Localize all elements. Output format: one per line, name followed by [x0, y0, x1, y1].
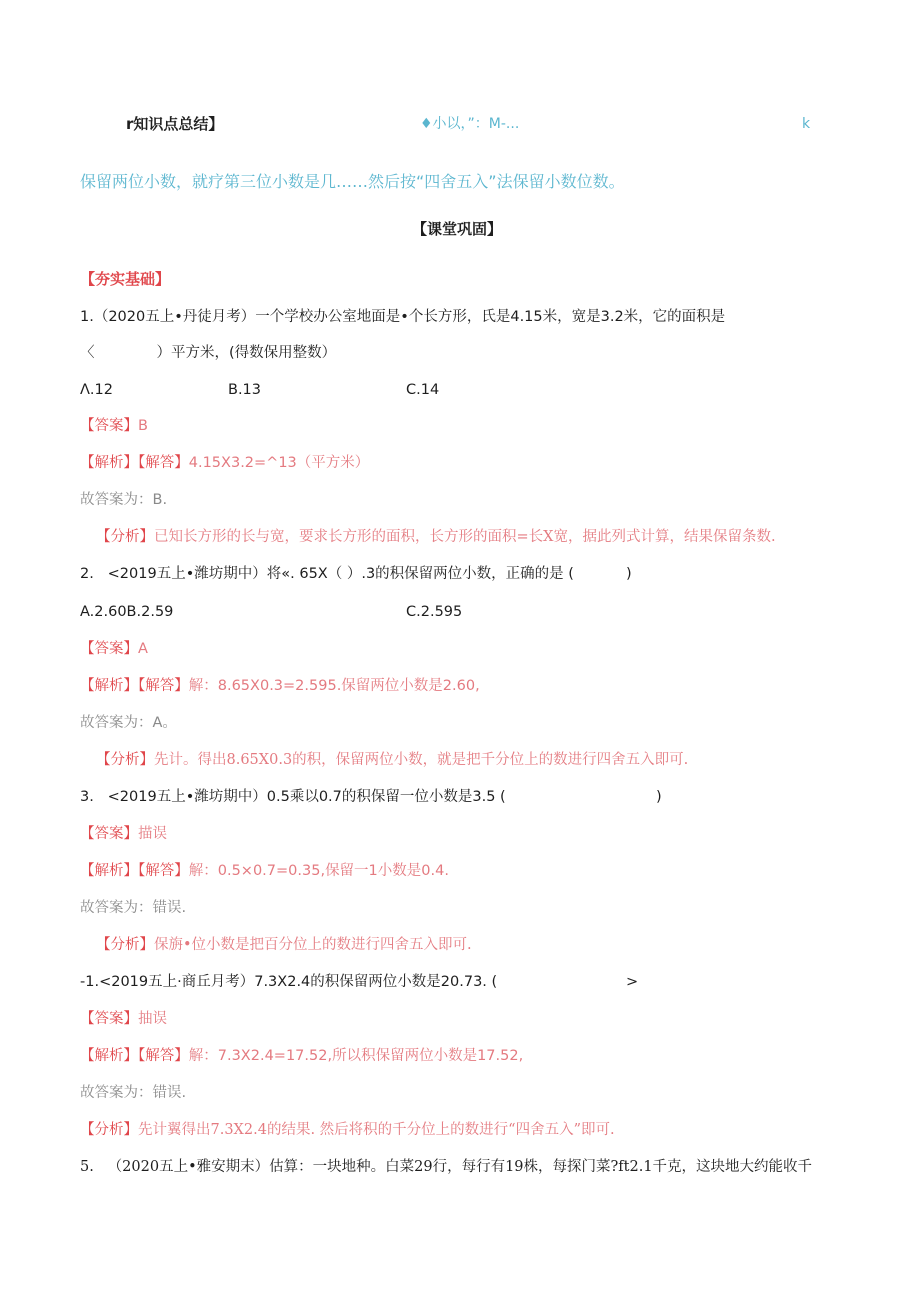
- question-4-analysis: 【分析】先计翼得出7.3X2.4的结果. 然后将积的千分位上的数进行“四舍五入”即可.: [80, 1122, 615, 1138]
- question-2-stem: 2. <2019五上•潍坊期中）将«. 65X（ ）.3的积保留两位小数，正确的是 (: [80, 566, 574, 582]
- open-paren: 〈: [80, 345, 95, 361]
- question-1-stem-continued: [80, 343, 336, 363]
- question-1-answer: 【答案】B: [80, 418, 148, 434]
- question-3-answer: 【答案】描误: [80, 826, 167, 842]
- subsection-title: 【夯实基础】: [80, 270, 171, 288]
- question-3-conclusion: 故答案为：错误.: [80, 900, 187, 916]
- question-4-stem: -1.<2019五上·商丘月考）7.3X2.4的积保留两位小数是20.73. (: [80, 974, 498, 990]
- question-3-close-paren: ): [656, 789, 662, 805]
- question-1-stem: 1.（2020五上•丹徒月考）一个学校办公室地面是•个长方形，氏是4.15米，宽是3.2米，它的面积是: [80, 309, 726, 325]
- question-2-answer: 【答案】A: [80, 641, 148, 657]
- question-1-unit: ）平方米，(得数保用整数）: [156, 345, 337, 361]
- question-4-conclusion: 故答案为：错误.: [80, 1085, 187, 1101]
- knowledge-tip: 保留两位小数，就疗第三位小数是几……然后按“四舍五入”法保留小数位数。: [80, 172, 625, 191]
- summary-title: r知识点总结】: [126, 115, 224, 133]
- question-2-options-ab: A.2.60B.2.59: [80, 604, 174, 620]
- question-4-answer: 【答案】抽误: [80, 1011, 167, 1027]
- question-1-option-a: Λ.12: [80, 382, 113, 398]
- question-2-analysis: 【分析】先计。得出8.65X0.3的积，保留两位小数，就是把千分位上的数进行四舍五入即可.: [96, 752, 689, 768]
- question-1-analysis: 【分析】已知长方形的长与宽，要求长方形的面积，长方形的面积=长X宽，据此列式计算，结果保留条数.: [96, 529, 776, 545]
- question-3-analysis: 【分析】保旃•位小数是把百分位上的数进行四舍五入即可.: [96, 937, 472, 953]
- garbled-note: ♦小以，”：M-...: [420, 116, 520, 132]
- question-1-option-b: B.13: [228, 382, 262, 398]
- section-title: 【课堂巩固】: [412, 220, 503, 238]
- question-2-close-paren: ): [626, 566, 632, 582]
- question-1-solution: 【解析】【解答】4.15X3.2=^13（平方米）: [80, 455, 370, 471]
- question-4-close-paren: >: [626, 974, 639, 990]
- question-1-option-c: C.14: [406, 382, 440, 398]
- question-2-solution: 【解析】【解答】解：8.65X0.3=2.595.保留两位小数是2.60,: [80, 678, 480, 694]
- question-5-stem: 5. （2020五上•雅安期末）估算：一块地种。白菜29行，每行有19株，每探门菜?ft2.1千克，这块地大约能收千: [80, 1159, 813, 1175]
- corner-mark: k: [802, 116, 811, 132]
- question-4-solution: 【解析】【解答】解：7.3X2.4=17.52,所以积保留两位小数是17.52,: [80, 1048, 524, 1064]
- question-1-conclusion: 故答案为：B.: [80, 492, 168, 508]
- question-3-stem: 3. <2019五上•潍坊期中）0.5乘以0.7的积保留一位小数是3.5 (: [80, 789, 506, 805]
- question-2-conclusion: 故答案为：A。: [80, 715, 177, 731]
- question-2-option-c: C.2.595: [406, 604, 463, 620]
- question-3-solution: 【解析】【解答】解：0.5×0.7=0.35,保留一1小数是0.4.: [80, 863, 449, 879]
